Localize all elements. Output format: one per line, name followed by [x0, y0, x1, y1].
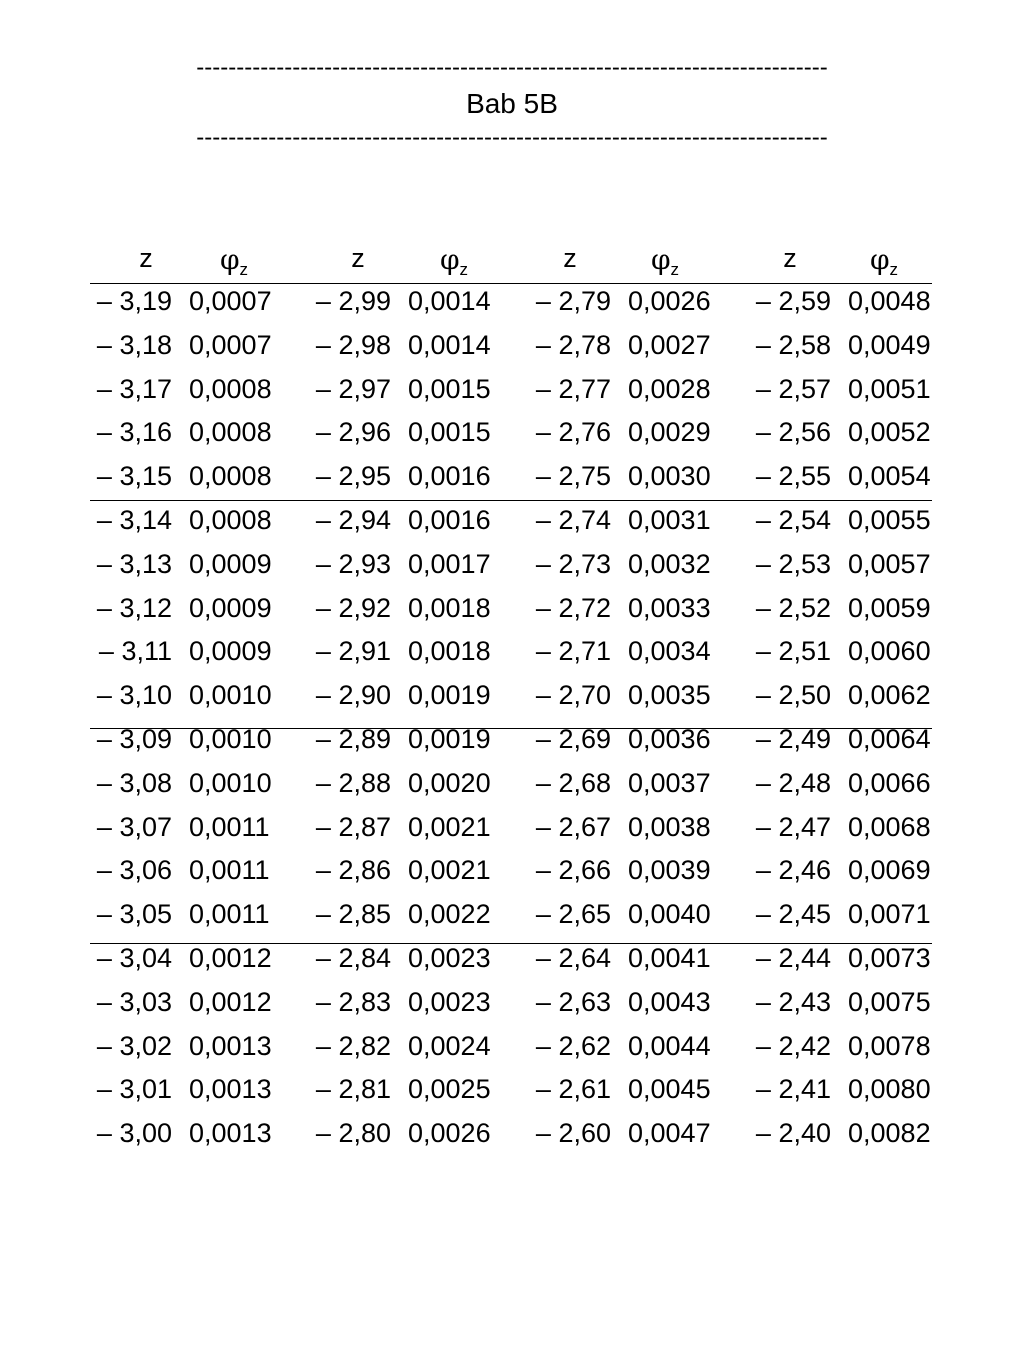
table-cell-z: – 2,89 — [315, 724, 391, 754]
table-cell-phi: 0,0008 — [189, 417, 272, 448]
table-cell-z: – 3,16 — [96, 417, 172, 448]
table-cell-z: – 2,49 — [755, 724, 831, 754]
table-cell-phi: 0,0054 — [848, 461, 931, 492]
table-cell-z: – 2,54 — [755, 505, 831, 535]
table-cell-phi: 0,0043 — [628, 986, 711, 1017]
table-cell-z: – 3,00 — [96, 1118, 172, 1149]
table-cell-z: – 2,71 — [535, 636, 611, 667]
table-cell-z: – 2,98 — [315, 329, 391, 360]
table-cell-z: – 2,57 — [755, 373, 831, 404]
column-header-z: z — [139, 243, 153, 273]
table-cell-phi: 0,0023 — [408, 943, 491, 973]
table-cell-phi: 0,0040 — [628, 899, 711, 930]
table-cell-phi: 0,0080 — [848, 1074, 931, 1105]
table-cell-z: – 3,11 — [98, 636, 172, 667]
table-cell-z: – 2,45 — [755, 899, 831, 930]
table-cell-z: – 2,78 — [535, 329, 611, 360]
table-cell-phi: 0,0037 — [628, 767, 711, 798]
header-dashed-rule-top: ------------------------------------------------------------------------------- — [196, 56, 828, 80]
table-cell-z: – 3,10 — [96, 680, 172, 711]
table-cell-phi: 0,0075 — [848, 986, 931, 1017]
table-cell-z: – 2,93 — [315, 548, 391, 579]
column-header-phi — [859, 244, 909, 286]
table-cell-z: – 2,68 — [535, 767, 611, 798]
table-cell-z: – 2,43 — [755, 986, 831, 1017]
table-cell-z: – 2,96 — [315, 417, 391, 448]
table-cell-phi: 0,0033 — [628, 592, 711, 623]
table-cell-phi: 0,0057 — [848, 548, 931, 579]
table-cell-z: – 3,14 — [96, 505, 172, 535]
table-cell-phi: 0,0011 — [189, 811, 270, 842]
table-cell-phi: 0,0062 — [848, 680, 931, 711]
table-cell-phi: 0,0009 — [189, 636, 272, 667]
table-cell-phi: 0,0021 — [408, 811, 491, 842]
table-cell-z: – 2,82 — [315, 1030, 391, 1061]
table-cell-z: – 2,61 — [535, 1074, 611, 1105]
column-header-z: z — [351, 243, 365, 273]
table-cell-z: – 3,03 — [96, 986, 172, 1017]
table-cell-z: – 2,55 — [755, 461, 831, 492]
phi-subscript: z — [889, 260, 899, 279]
page-title: Bab 5B — [466, 88, 558, 119]
table-cell-phi: 0,0082 — [848, 1118, 931, 1149]
table-cell-z: – 2,80 — [315, 1118, 391, 1149]
table-cell-z: – 3,05 — [96, 899, 172, 930]
table-cell-z: – 2,73 — [535, 548, 611, 579]
table-cell-z: – 2,47 — [755, 811, 831, 842]
table-cell-phi: 0,0008 — [189, 505, 272, 535]
column-header-z: z — [563, 243, 577, 273]
table-cell-z: – 2,99 — [315, 286, 391, 316]
table-cell-phi: 0,0010 — [189, 767, 272, 798]
table-cell-phi: 0,0025 — [408, 1074, 491, 1105]
table-cell-z: – 2,95 — [315, 461, 391, 492]
group-divider — [90, 943, 932, 944]
phi-subscript: z — [239, 260, 249, 279]
table-cell-phi: 0,0044 — [628, 1030, 711, 1061]
table-cell-z: – 2,59 — [755, 286, 831, 316]
table-cell-phi: 0,0013 — [189, 1030, 272, 1061]
table-cell-z: – 2,66 — [535, 855, 611, 886]
table-cell-z: – 2,64 — [535, 943, 611, 973]
table-cell-phi: 0,0055 — [848, 505, 931, 535]
table-cell-phi: 0,0007 — [189, 329, 272, 360]
table-cell-phi: 0,0014 — [408, 329, 491, 360]
table-cell-z: – 3,01 — [96, 1074, 172, 1105]
table-cell-z: – 2,86 — [315, 855, 391, 886]
table-cell-phi: 0,0008 — [189, 461, 272, 492]
table-cell-z: – 2,41 — [755, 1074, 831, 1105]
table-cell-phi: 0,0038 — [628, 811, 711, 842]
table-cell-phi: 0,0008 — [189, 373, 272, 404]
table-cell-z: – 2,84 — [315, 943, 391, 973]
table-cell-phi: 0,0018 — [408, 636, 491, 667]
table-cell-phi: 0,0045 — [628, 1074, 711, 1105]
table-cell-phi: 0,0011 — [189, 899, 270, 930]
table-cell-phi: 0,0009 — [189, 592, 272, 623]
table-cell-z: – 2,85 — [315, 899, 391, 930]
table-cell-z: – 2,87 — [315, 811, 391, 842]
column-header-z: z — [783, 243, 797, 273]
table-cell-phi: 0,0022 — [408, 899, 491, 930]
table-cell-phi: 0,0013 — [189, 1118, 272, 1149]
table-cell-z: – 2,62 — [535, 1030, 611, 1061]
table-cell-phi: 0,0068 — [848, 811, 931, 842]
table-cell-z: – 2,81 — [315, 1074, 391, 1105]
column-header-phi — [209, 244, 259, 286]
table-cell-phi: 0,0019 — [408, 724, 491, 754]
phi-symbol: φ — [869, 243, 890, 276]
table-cell-z: – 2,74 — [535, 505, 611, 535]
table-cell-phi: 0,0021 — [408, 855, 491, 886]
table-cell-z: – 2,53 — [755, 548, 831, 579]
table-cell-z: – 2,88 — [315, 767, 391, 798]
phi-subscript: z — [459, 260, 469, 279]
table-cell-phi: 0,0035 — [628, 680, 711, 711]
table-cell-z: – 2,44 — [755, 943, 831, 973]
table-cell-z: – 2,60 — [535, 1118, 611, 1149]
table-cell-phi: 0,0030 — [628, 461, 711, 492]
table-cell-phi: 0,0024 — [408, 1030, 491, 1061]
table-cell-phi: 0,0026 — [628, 286, 711, 316]
group-divider — [90, 728, 932, 729]
table-cell-phi: 0,0029 — [628, 417, 711, 448]
table-cell-phi: 0,0064 — [848, 724, 931, 754]
table-cell-phi: 0,0016 — [408, 505, 491, 535]
table-cell-z: – 2,92 — [315, 592, 391, 623]
table-cell-phi: 0,0015 — [408, 417, 491, 448]
table-cell-z: – 2,48 — [755, 767, 831, 798]
table-cell-z: – 3,18 — [96, 329, 172, 360]
table-cell-phi: 0,0047 — [628, 1118, 711, 1149]
table-cell-phi: 0,0059 — [848, 592, 931, 623]
table-cell-phi: 0,0034 — [628, 636, 711, 667]
table-cell-z: – 3,06 — [96, 855, 172, 886]
table-cell-z: – 2,97 — [315, 373, 391, 404]
table-cell-z: – 2,67 — [535, 811, 611, 842]
table-cell-z: – 2,56 — [755, 417, 831, 448]
header-underline — [90, 283, 932, 284]
table-cell-phi: 0,0010 — [189, 680, 272, 711]
table-cell-z: – 3,17 — [96, 373, 172, 404]
table-cell-phi: 0,0069 — [848, 855, 931, 886]
table-cell-phi: 0,0014 — [408, 286, 491, 316]
table-cell-phi: 0,0041 — [628, 943, 711, 973]
table-cell-phi: 0,0016 — [408, 461, 491, 492]
table-cell-z: – 2,79 — [535, 286, 611, 316]
column-header-phi — [640, 244, 690, 286]
table-cell-phi: 0,0027 — [628, 329, 711, 360]
table-cell-z: – 2,46 — [755, 855, 831, 886]
table-cell-z: – 2,42 — [755, 1030, 831, 1061]
table-cell-phi: 0,0031 — [628, 505, 711, 535]
table-cell-phi: 0,0012 — [189, 943, 272, 973]
table-cell-z: – 2,77 — [535, 373, 611, 404]
table-cell-phi: 0,0052 — [848, 417, 931, 448]
table-cell-phi: 0,0020 — [408, 767, 491, 798]
table-cell-phi: 0,0032 — [628, 548, 711, 579]
table-cell-phi: 0,0010 — [189, 724, 272, 754]
table-cell-phi: 0,0018 — [408, 592, 491, 623]
table-cell-z: – 2,69 — [535, 724, 611, 754]
table-cell-z: – 2,51 — [755, 636, 831, 667]
table-cell-z: – 2,75 — [535, 461, 611, 492]
group-divider — [90, 500, 932, 501]
table-cell-phi: 0,0023 — [408, 986, 491, 1017]
table-cell-z: – 3,02 — [96, 1030, 172, 1061]
table-cell-z: – 2,76 — [535, 417, 611, 448]
table-cell-z: – 2,63 — [535, 986, 611, 1017]
table-cell-phi: 0,0036 — [628, 724, 711, 754]
phi-symbol: φ — [219, 243, 240, 276]
table-cell-phi: 0,0039 — [628, 855, 711, 886]
table-cell-phi: 0,0060 — [848, 636, 931, 667]
table-cell-z: – 2,40 — [755, 1118, 831, 1149]
table-cell-z: – 2,90 — [315, 680, 391, 711]
table-cell-z: – 3,13 — [96, 548, 172, 579]
table-cell-phi: 0,0071 — [848, 899, 931, 930]
table-cell-phi: 0,0051 — [848, 373, 931, 404]
table-cell-z: – 2,70 — [535, 680, 611, 711]
table-cell-z: – 3,08 — [96, 767, 172, 798]
table-cell-phi: 0,0066 — [848, 767, 931, 798]
table-cell-phi: 0,0049 — [848, 329, 931, 360]
phi-subscript: z — [670, 260, 680, 279]
table-cell-phi: 0,0012 — [189, 986, 272, 1017]
table-cell-z: – 3,07 — [96, 811, 172, 842]
table-cell-z: – 2,50 — [755, 680, 831, 711]
table-cell-phi: 0,0017 — [408, 548, 491, 579]
table-cell-z: – 2,72 — [535, 592, 611, 623]
table-cell-z: – 2,94 — [315, 505, 391, 535]
table-cell-phi: 0,0028 — [628, 373, 711, 404]
table-cell-phi: 0,0009 — [189, 548, 272, 579]
table-cell-phi: 0,0011 — [189, 855, 270, 886]
table-cell-phi: 0,0078 — [848, 1030, 931, 1061]
table-cell-z: – 3,19 — [96, 286, 172, 316]
table-cell-phi: 0,0007 — [189, 286, 272, 316]
table-cell-z: – 2,91 — [315, 636, 391, 667]
table-cell-z: – 2,65 — [535, 899, 611, 930]
header-dashed-rule-bottom: ------------------------------------------------------------------------------- — [196, 126, 828, 150]
phi-symbol: φ — [650, 243, 671, 276]
table-cell-z: – 3,09 — [96, 724, 172, 754]
table-cell-z: – 2,52 — [755, 592, 831, 623]
table-cell-z: – 2,58 — [755, 329, 831, 360]
phi-symbol: φ — [439, 243, 460, 276]
table-cell-phi: 0,0073 — [848, 943, 931, 973]
table-cell-phi: 0,0015 — [408, 373, 491, 404]
table-cell-phi: 0,0019 — [408, 680, 491, 711]
table-cell-z: – 3,15 — [96, 461, 172, 492]
table-cell-phi: 0,0026 — [408, 1118, 491, 1149]
table-cell-z: – 3,12 — [96, 592, 172, 623]
table-cell-z: – 2,83 — [315, 986, 391, 1017]
table-cell-z: – 3,04 — [96, 943, 172, 973]
table-cell-phi: 0,0013 — [189, 1074, 272, 1105]
table-cell-phi: 0,0048 — [848, 286, 931, 316]
column-header-phi — [429, 244, 479, 286]
